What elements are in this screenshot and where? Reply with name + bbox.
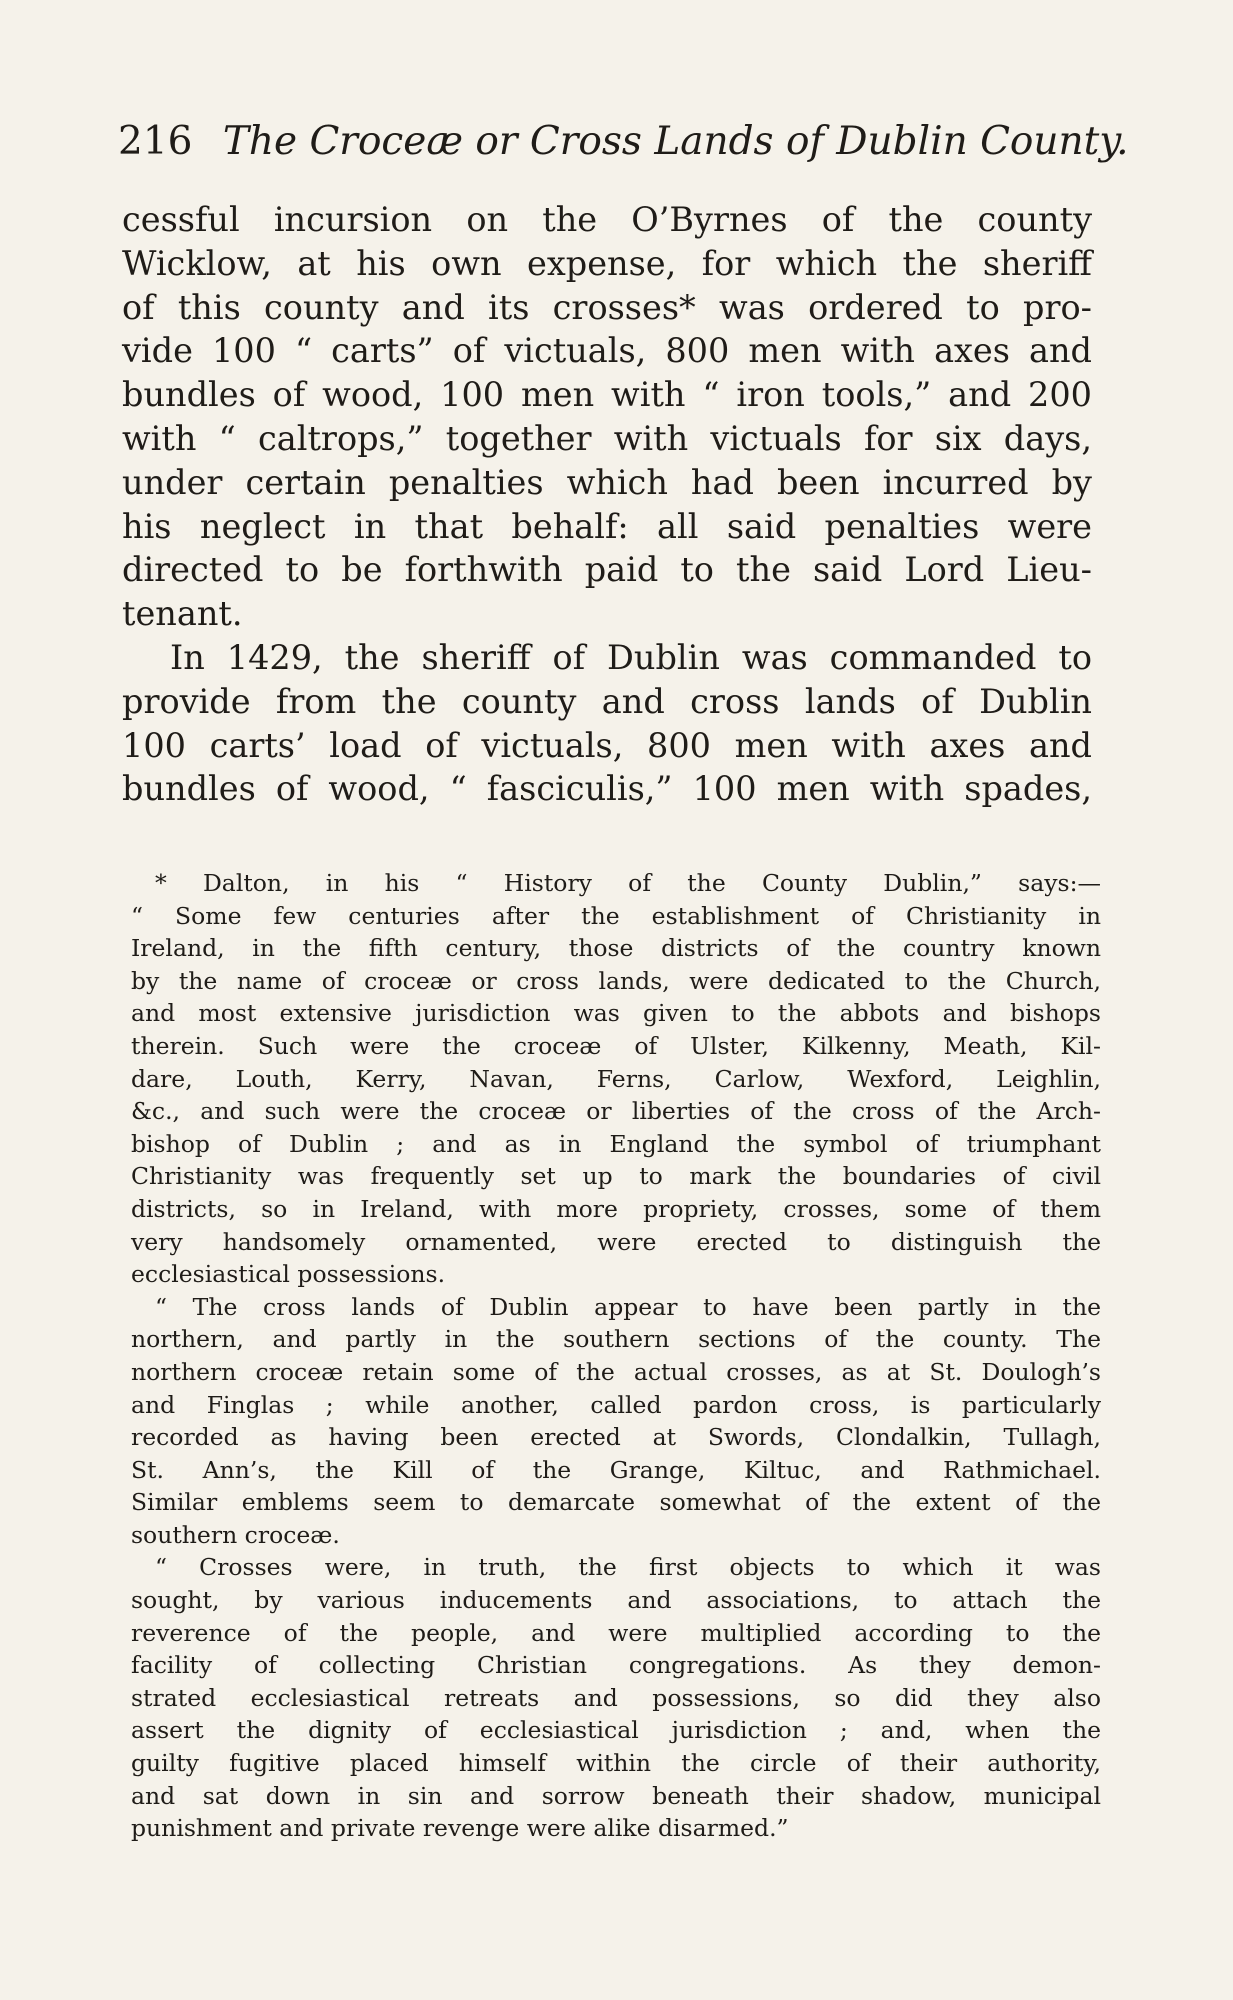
footnote-line: therein. Such were the croceæ of Ulster, Kilkenny, Meath, Kil- (131, 1031, 1101, 1060)
footnote-line: St. Ann’s, the Kill of the Grange, Kiltuc, and Rathmichael. (131, 1455, 1101, 1484)
footnote-line: and Finglas ; while another, called pardon cross, is particularly (131, 1390, 1101, 1419)
footnote-line: guilty fugitive placed himself within the circle of their authority, (131, 1749, 1101, 1778)
footnote-line: northern, and partly in the southern sections of the county. The (131, 1325, 1101, 1354)
footnote-line: Christianity was frequently set up to mark the boundaries of civil (131, 1162, 1101, 1191)
body-line: his neglect in that behalf: all said penalties were (122, 506, 1092, 546)
footnote-line: dare, Louth, Kerry, Navan, Ferns, Carlow, Wexford, Leighlin, (131, 1064, 1101, 1093)
body-line: of this county and its crosses* was ordered to pro- (122, 287, 1092, 327)
body-line: In 1429, the sheriff of Dublin was commanded to (170, 637, 1092, 677)
body-line: Wicklow, at his own expense, for which the sheriff (122, 243, 1092, 283)
footnote-line: punishment and private revenge were alike disarmed.” (131, 1814, 789, 1843)
footnote-line: sought, by various inducements and associations, to attach the (131, 1586, 1101, 1615)
running-title: The Croceæ or Cross Lands of Dublin County. (222, 119, 1129, 164)
footnote-line: recorded as having been erected at Swords, Clondalkin, Tullagh, (131, 1423, 1101, 1452)
main-text (122, 198, 1092, 811)
body-line: directed to be forthwith paid to the said Lord Lieu- (122, 550, 1092, 590)
footnote (131, 867, 1101, 1845)
footnote-line: strated ecclesiastical retreats and possessions, so did they also (131, 1683, 1101, 1712)
footnote-line: “ Some few centuries after the establishment of Christianity in (131, 901, 1101, 930)
body-line: provide from the county and cross lands of Dublin (122, 681, 1092, 721)
footnote-line: bishop of Dublin ; and as in England the symbol of triumphant (131, 1129, 1101, 1158)
footnote-line: Ireland, in the fifth century, those districts of the country known (131, 934, 1101, 963)
footnote-line: “ The cross lands of Dublin appear to have been partly in the (155, 1292, 1101, 1321)
footnote-line: districts, so in Ireland, with more propriety, crosses, some of them (131, 1194, 1101, 1223)
footnote-line: by the name of croceæ or cross lands, were dedicated to the Church, (131, 966, 1101, 995)
footnote-line: and sat down in sin and sorrow beneath their shadow, municipal (131, 1781, 1101, 1810)
footnote-line: and most extensive jurisdiction was given to the abbots and bishops (131, 999, 1101, 1028)
page-header (118, 112, 1129, 172)
footnote-line: Similar emblems seem to demarcate somewhat of the extent of the (131, 1488, 1101, 1517)
footnote-line: &c., and such were the croceæ or liberties of the cross of the Arch- (131, 1097, 1101, 1126)
footnote-line: very handsomely ornamented, were erected to distinguish the (131, 1227, 1101, 1256)
footnote-line: assert the dignity of ecclesiastical jurisdiction ; and, when the (131, 1716, 1101, 1745)
body-line: vide 100 “ carts” of victuals, 800 men with axes and (122, 331, 1092, 371)
body-line: bundles of wood, “ fasciculis,” 100 men with spades, (122, 769, 1092, 809)
footnote-line: * Dalton, in his “ History of the County Dublin,” says:— (155, 869, 1101, 897)
body-line: tenant. (122, 594, 243, 634)
footnote-line: reverence of the people, and were multiplied according to the (131, 1618, 1101, 1647)
body-line: 100 carts’ load of victuals, 800 men with axes and (122, 725, 1092, 765)
body-line: cessful incursion on the O’Byrnes of the county (122, 200, 1092, 239)
footnote-line: northern croceæ retain some of the actual crosses, as at St. Doulogh’s (131, 1357, 1101, 1386)
footnote-line: ecclesiastical possessions. (131, 1260, 446, 1289)
footnote-line: “ Crosses were, in truth, the first objects to which it was (155, 1553, 1101, 1582)
footnote-line: facility of collecting Christian congregations. As they demon- (131, 1651, 1101, 1680)
body-line: bundles of wood, 100 men with “ iron tools,” and 200 (122, 375, 1092, 415)
footnote-line: southern croceæ. (131, 1520, 340, 1549)
body-line: under certain penalties which had been incurred by (122, 462, 1092, 502)
page-number: 216 (118, 119, 193, 164)
body-line: with “ caltrops,” together with victuals for six days, (122, 418, 1092, 458)
